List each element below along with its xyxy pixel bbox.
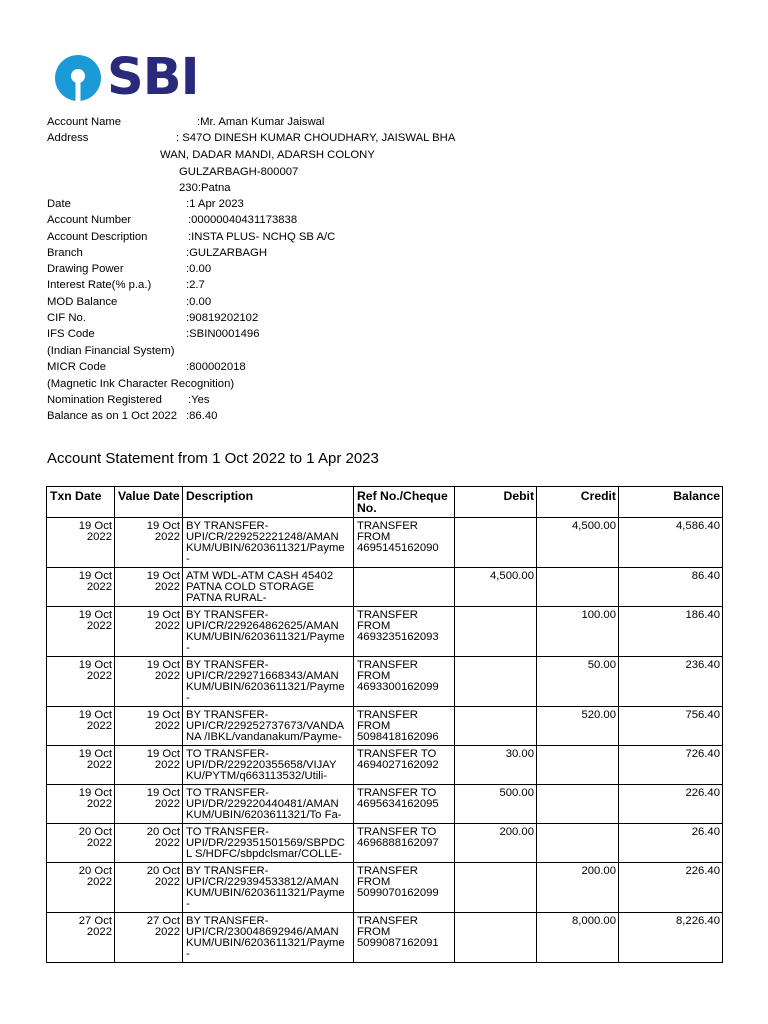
balance-cell-line: 236.40 — [685, 659, 720, 671]
description-cell-line: UPI/CR/229252221248/AMAN — [186, 531, 339, 543]
header-ref-no: Ref No./Cheque No. — [354, 487, 455, 518]
txn-date-cell-line: 19 Oct — [78, 748, 112, 760]
account-number-label: Account Number — [47, 214, 132, 226]
date-value: :1 Apr 2023 — [186, 198, 244, 210]
address-line-4: 230:Patna — [179, 182, 231, 194]
value-date-cell — [115, 707, 183, 746]
ref-cell — [354, 746, 455, 785]
ref-cell-line: 4695145162090 — [357, 542, 439, 554]
txn-date-cell-line: 2022 — [86, 581, 112, 593]
balance-cell-line: 756.40 — [685, 709, 720, 721]
debit-cell-line: 30.00 — [505, 748, 534, 760]
txn-date-cell-line: 19 Oct — [78, 570, 112, 582]
debit-cell — [455, 913, 537, 963]
date-label: Date — [47, 198, 71, 210]
credit-cell — [537, 746, 619, 785]
ref-cell-line: FROM — [357, 531, 391, 543]
branch-label: Branch — [47, 247, 83, 259]
ref-cell-line: 4694027162092 — [357, 759, 439, 771]
debit-cell-line: 4,500.00 — [490, 570, 534, 582]
ref-cell — [354, 518, 455, 568]
value-date-cell-line: 2022 — [154, 759, 180, 771]
drawing-power-value: :0.00 — [186, 263, 212, 275]
txn-date-cell — [47, 607, 115, 657]
balance-cell-line: 226.40 — [685, 787, 720, 799]
txn-date-cell-line: 2022 — [86, 876, 112, 888]
description-cell-line: KUM/UBIN/6203611321/Payme — [186, 542, 345, 554]
debit-cell — [455, 518, 537, 568]
table-row — [47, 707, 723, 746]
balance-cell-line: 4,586.40 — [676, 520, 720, 532]
header-description: Description — [183, 487, 354, 518]
table-row — [47, 657, 723, 707]
description-cell-line: - — [186, 642, 190, 654]
description-cell-line: KUM/UBIN/6203611321/Payme — [186, 937, 345, 949]
account-name-value: :Mr. Aman Kumar Jaiswal — [197, 116, 325, 128]
table-row — [47, 746, 723, 785]
balance-cell — [619, 824, 723, 863]
debit-cell-line: 200.00 — [499, 826, 534, 838]
debit-cell — [455, 657, 537, 707]
ref-cell — [354, 913, 455, 963]
description-cell-line: BY TRANSFER- — [186, 865, 269, 877]
value-date-cell-line: 2022 — [154, 670, 180, 682]
ref-cell-line: TRANSFER — [357, 709, 418, 721]
debit-cell-line: 500.00 — [499, 787, 534, 799]
description-cell-line: NA /IBKL/vandanakum/Payme- — [186, 731, 342, 743]
ref-cell-line: 5098418162096 — [357, 731, 439, 743]
micr-note: (Magnetic Ink Character Recognition) — [47, 378, 235, 390]
description-cell — [183, 657, 354, 707]
txn-date-cell — [47, 863, 115, 913]
value-date-cell-line: 19 Oct — [146, 709, 180, 721]
value-date-cell — [115, 913, 183, 963]
txn-date-cell-line: 19 Oct — [78, 609, 112, 621]
account-description-value: :INSTA PLUS- NCHQ SB A/C — [188, 231, 336, 243]
description-cell-line: ATM WDL-ATM CASH 45402 — [186, 570, 334, 582]
description-cell — [183, 568, 354, 607]
credit-cell — [537, 607, 619, 657]
txn-date-cell-line: 19 Oct — [78, 520, 112, 532]
interest-rate-value: :2.7 — [186, 279, 205, 291]
value-date-cell — [115, 824, 183, 863]
description-cell-line: - — [186, 692, 190, 704]
description-cell — [183, 863, 354, 913]
ref-cell-line: TRANSFER — [357, 609, 418, 621]
description-cell — [183, 746, 354, 785]
txn-date-cell — [47, 657, 115, 707]
cif-label: CIF No. — [47, 312, 86, 324]
txn-date-cell-line: 20 Oct — [78, 826, 112, 838]
value-date-cell — [115, 568, 183, 607]
ref-cell-line: 5099070162099 — [357, 887, 439, 899]
address-line-1: : S47O DINESH KUMAR CHOUDHARY, JAISWAL BHA — [176, 132, 456, 144]
description-cell-line: KUM/UBIN/6203611321/To Fa- — [186, 809, 342, 821]
value-date-cell-line: 19 Oct — [146, 570, 180, 582]
description-cell — [183, 607, 354, 657]
balance-cell — [619, 707, 723, 746]
balance-cell — [619, 607, 723, 657]
opening-balance-value: :86.40 — [186, 410, 218, 422]
value-date-cell-line: 2022 — [154, 581, 180, 593]
description-cell-line: UPI/DR/229220440481/AMAN — [186, 798, 339, 810]
table-row — [47, 785, 723, 824]
ref-cell-line: TRANSFER — [357, 915, 418, 927]
balance-cell-line: 86.40 — [691, 570, 720, 582]
ref-cell-line: FROM — [357, 670, 391, 682]
credit-cell — [537, 657, 619, 707]
value-date-cell-line: 27 Oct — [146, 915, 180, 927]
description-cell-line: UPI/CR/229394533812/AMAN — [186, 876, 339, 888]
description-cell-line: UPI/CR/229271668343/AMAN — [186, 670, 339, 682]
credit-cell — [537, 518, 619, 568]
statement-title: Account Statement from 1 Oct 2022 to 1 Apr 2023 — [47, 450, 379, 467]
value-date-cell-line: 20 Oct — [146, 826, 180, 838]
value-date-cell — [115, 785, 183, 824]
credit-cell-line: 100.00 — [581, 609, 616, 621]
balance-cell — [619, 785, 723, 824]
credit-cell — [537, 568, 619, 607]
opening-balance-label: Balance as on 1 Oct 2022 — [47, 410, 178, 422]
sbi-logo — [55, 48, 200, 107]
credit-cell — [537, 824, 619, 863]
txn-date-cell-line: 2022 — [86, 926, 112, 938]
ref-cell — [354, 657, 455, 707]
ref-cell-line: FROM — [357, 720, 391, 732]
description-cell-line: KUM/UBIN/6203611321/Payme — [186, 631, 345, 643]
ref-cell-line: FROM — [357, 876, 391, 888]
micr-code-label: MICR Code — [47, 361, 107, 373]
ref-cell-line: FROM — [357, 620, 391, 632]
balance-cell — [619, 657, 723, 707]
value-date-cell-line: 2022 — [154, 720, 180, 732]
description-cell-line: UPI/CR/229264862625/AMAN — [186, 620, 339, 632]
drawing-power-label: Drawing Power — [47, 263, 124, 275]
ref-cell — [354, 824, 455, 863]
description-cell-line: TO TRANSFER- — [186, 787, 270, 799]
txn-date-cell — [47, 785, 115, 824]
sbi-logo-text: SBI — [107, 48, 199, 107]
value-date-cell — [115, 607, 183, 657]
description-cell — [183, 785, 354, 824]
debit-cell — [455, 746, 537, 785]
balance-cell — [619, 518, 723, 568]
txn-date-cell-line: 2022 — [86, 620, 112, 632]
value-date-cell-line: 19 Oct — [146, 609, 180, 621]
ref-cell-line: TRANSFER TO — [357, 826, 437, 838]
header-debit: Debit — [455, 487, 537, 518]
value-date-cell-line: 2022 — [154, 620, 180, 632]
balance-cell — [619, 568, 723, 607]
description-cell — [183, 824, 354, 863]
header-value-date: Value Date — [115, 487, 183, 518]
ref-cell-line: 4696888162097 — [357, 837, 439, 849]
description-cell-line: KUM/UBIN/6203611321/Payme — [186, 681, 345, 693]
txn-date-cell — [47, 518, 115, 568]
table-header-row — [47, 487, 723, 518]
description-cell-line: UPI/DR/229220355658/VIJAY — [186, 759, 337, 771]
credit-cell — [537, 785, 619, 824]
value-date-cell-line: 2022 — [154, 926, 180, 938]
description-cell-line: UPI/CR/229252737673/VANDA — [186, 720, 345, 732]
txn-date-cell-line: 19 Oct — [78, 709, 112, 721]
txn-date-cell-line: 19 Oct — [78, 787, 112, 799]
balance-cell — [619, 863, 723, 913]
transactions-table — [46, 486, 723, 963]
balance-cell-line: 8,226.40 — [676, 915, 720, 927]
description-cell-line: TO TRANSFER- — [186, 826, 270, 838]
value-date-cell-line: 2022 — [154, 531, 180, 543]
address-label: Address — [47, 132, 89, 144]
account-name-label: Account Name — [47, 116, 122, 128]
txn-date-cell-line: 2022 — [86, 759, 112, 771]
value-date-cell — [115, 746, 183, 785]
value-date-cell-line: 19 Oct — [146, 520, 180, 532]
credit-cell — [537, 707, 619, 746]
table-row — [47, 568, 723, 607]
txn-date-cell-line: 2022 — [86, 837, 112, 849]
description-cell — [183, 518, 354, 568]
txn-date-cell — [47, 913, 115, 963]
txn-date-cell-line: 27 Oct — [78, 915, 112, 927]
credit-cell-line: 50.00 — [587, 659, 616, 671]
balance-cell — [619, 746, 723, 785]
ref-cell-line: 4693235162093 — [357, 631, 439, 643]
ref-cell — [354, 707, 455, 746]
value-date-cell-line: 19 Oct — [146, 787, 180, 799]
transactions-body — [47, 518, 723, 963]
ref-cell-line: 4693300162099 — [357, 681, 439, 693]
credit-cell — [537, 913, 619, 963]
value-date-cell-line: 19 Oct — [146, 748, 180, 760]
ref-cell-line: FROM — [357, 926, 391, 938]
micr-code-value: :800002018 — [186, 361, 246, 373]
txn-date-cell-line: 2022 — [86, 798, 112, 810]
balance-cell-line: 726.40 — [685, 748, 720, 760]
ifs-code-value: :SBIN0001496 — [186, 328, 260, 340]
debit-cell — [455, 607, 537, 657]
header-credit: Credit — [537, 487, 619, 518]
description-cell-line: KUM/UBIN/6203611321/Payme — [186, 887, 345, 899]
credit-cell — [537, 863, 619, 913]
txn-date-cell-line: 2022 — [86, 670, 112, 682]
balance-cell-line: 186.40 — [685, 609, 720, 621]
description-cell-line: UPI/CR/230048692946/AMAN — [186, 926, 339, 938]
txn-date-cell — [47, 568, 115, 607]
table-row — [47, 607, 723, 657]
ifs-code-label: IFS Code — [47, 328, 95, 340]
value-date-cell-line: 2022 — [154, 798, 180, 810]
balance-cell-line: 226.40 — [685, 865, 720, 877]
description-cell — [183, 707, 354, 746]
sbi-logo-icon — [55, 55, 101, 101]
value-date-cell-line: 2022 — [154, 837, 180, 849]
description-cell-line: BY TRANSFER- — [186, 709, 269, 721]
nomination-value: :Yes — [188, 394, 210, 406]
header-txn-date: Txn Date — [47, 487, 115, 518]
table-row — [47, 863, 723, 913]
txn-date-cell-line: 19 Oct — [78, 659, 112, 671]
ref-cell — [354, 863, 455, 913]
account-description-label: Account Description — [47, 231, 148, 243]
description-cell — [183, 913, 354, 963]
value-date-cell — [115, 518, 183, 568]
txn-date-cell-line: 20 Oct — [78, 865, 112, 877]
header-balance: Balance — [619, 487, 723, 518]
description-cell-line: TO TRANSFER- — [186, 748, 270, 760]
txn-date-cell — [47, 824, 115, 863]
nomination-label: Nomination Registered — [47, 394, 162, 406]
balance-cell — [619, 913, 723, 963]
txn-date-cell — [47, 707, 115, 746]
txn-date-cell-line: 2022 — [86, 720, 112, 732]
address-line-3: GULZARBAGH-800007 — [179, 166, 299, 178]
txn-date-cell-line: 2022 — [86, 531, 112, 543]
value-date-cell-line: 2022 — [154, 876, 180, 888]
ref-cell-line: TRANSFER — [357, 520, 418, 532]
description-cell-line: UPI/DR/229351501569/SBPDC — [186, 837, 345, 849]
value-date-cell-line: 19 Oct — [146, 659, 180, 671]
ifs-note: (Indian Financial System) — [47, 345, 175, 357]
credit-cell-line: 4,500.00 — [572, 520, 616, 532]
description-cell-line: BY TRANSFER- — [186, 659, 269, 671]
credit-cell-line: 8,000.00 — [572, 915, 616, 927]
ref-cell-line: TRANSFER TO — [357, 787, 437, 799]
debit-cell — [455, 785, 537, 824]
credit-cell-line: 200.00 — [581, 865, 616, 877]
cif-value: :90819202102 — [186, 312, 259, 324]
value-date-cell-line: 20 Oct — [146, 865, 180, 877]
description-cell-line: BY TRANSFER- — [186, 915, 269, 927]
value-date-cell — [115, 863, 183, 913]
txn-date-cell — [47, 746, 115, 785]
table-row — [47, 824, 723, 863]
description-cell-line: PATNA COLD STORAGE — [186, 581, 315, 593]
ref-cell-line: TRANSFER — [357, 865, 418, 877]
description-cell-line: PATNA RURAL- — [186, 592, 267, 604]
value-date-cell — [115, 657, 183, 707]
description-cell-line: - — [186, 553, 190, 565]
description-cell-line: - — [186, 898, 190, 910]
ref-cell-line: TRANSFER TO — [357, 748, 437, 760]
balance-cell-line: 26.40 — [691, 826, 720, 838]
address-line-2: WAN, DADAR MANDI, ADARSH COLONY — [160, 149, 375, 161]
debit-cell — [455, 863, 537, 913]
debit-cell — [455, 568, 537, 607]
description-cell-line: KU/PYTM/q663113532/Utili- — [186, 770, 328, 782]
mod-balance-value: :0.00 — [186, 296, 212, 308]
mod-balance-label: MOD Balance — [47, 296, 118, 308]
credit-cell-line: 520.00 — [581, 709, 616, 721]
debit-cell — [455, 707, 537, 746]
description-cell-line: L S/HDFC/sbpdclsmar/COLLE- — [186, 848, 342, 860]
table-row — [47, 913, 723, 963]
ref-cell-line: 5099087162091 — [357, 937, 439, 949]
ref-cell-line: 4695634162095 — [357, 798, 439, 810]
ref-cell — [354, 785, 455, 824]
description-cell-line: - — [186, 948, 190, 960]
interest-rate-label: Interest Rate(% p.a.) — [47, 279, 152, 291]
description-cell-line: BY TRANSFER- — [186, 609, 269, 621]
account-number-value: :00000040431173838 — [188, 214, 298, 226]
table-row — [47, 518, 723, 568]
ref-cell — [354, 568, 455, 607]
ref-cell-line: TRANSFER — [357, 659, 418, 671]
debit-cell — [455, 824, 537, 863]
description-cell-line: BY TRANSFER- — [186, 520, 269, 532]
ref-cell — [354, 607, 455, 657]
branch-value: :GULZARBAGH — [186, 247, 267, 259]
